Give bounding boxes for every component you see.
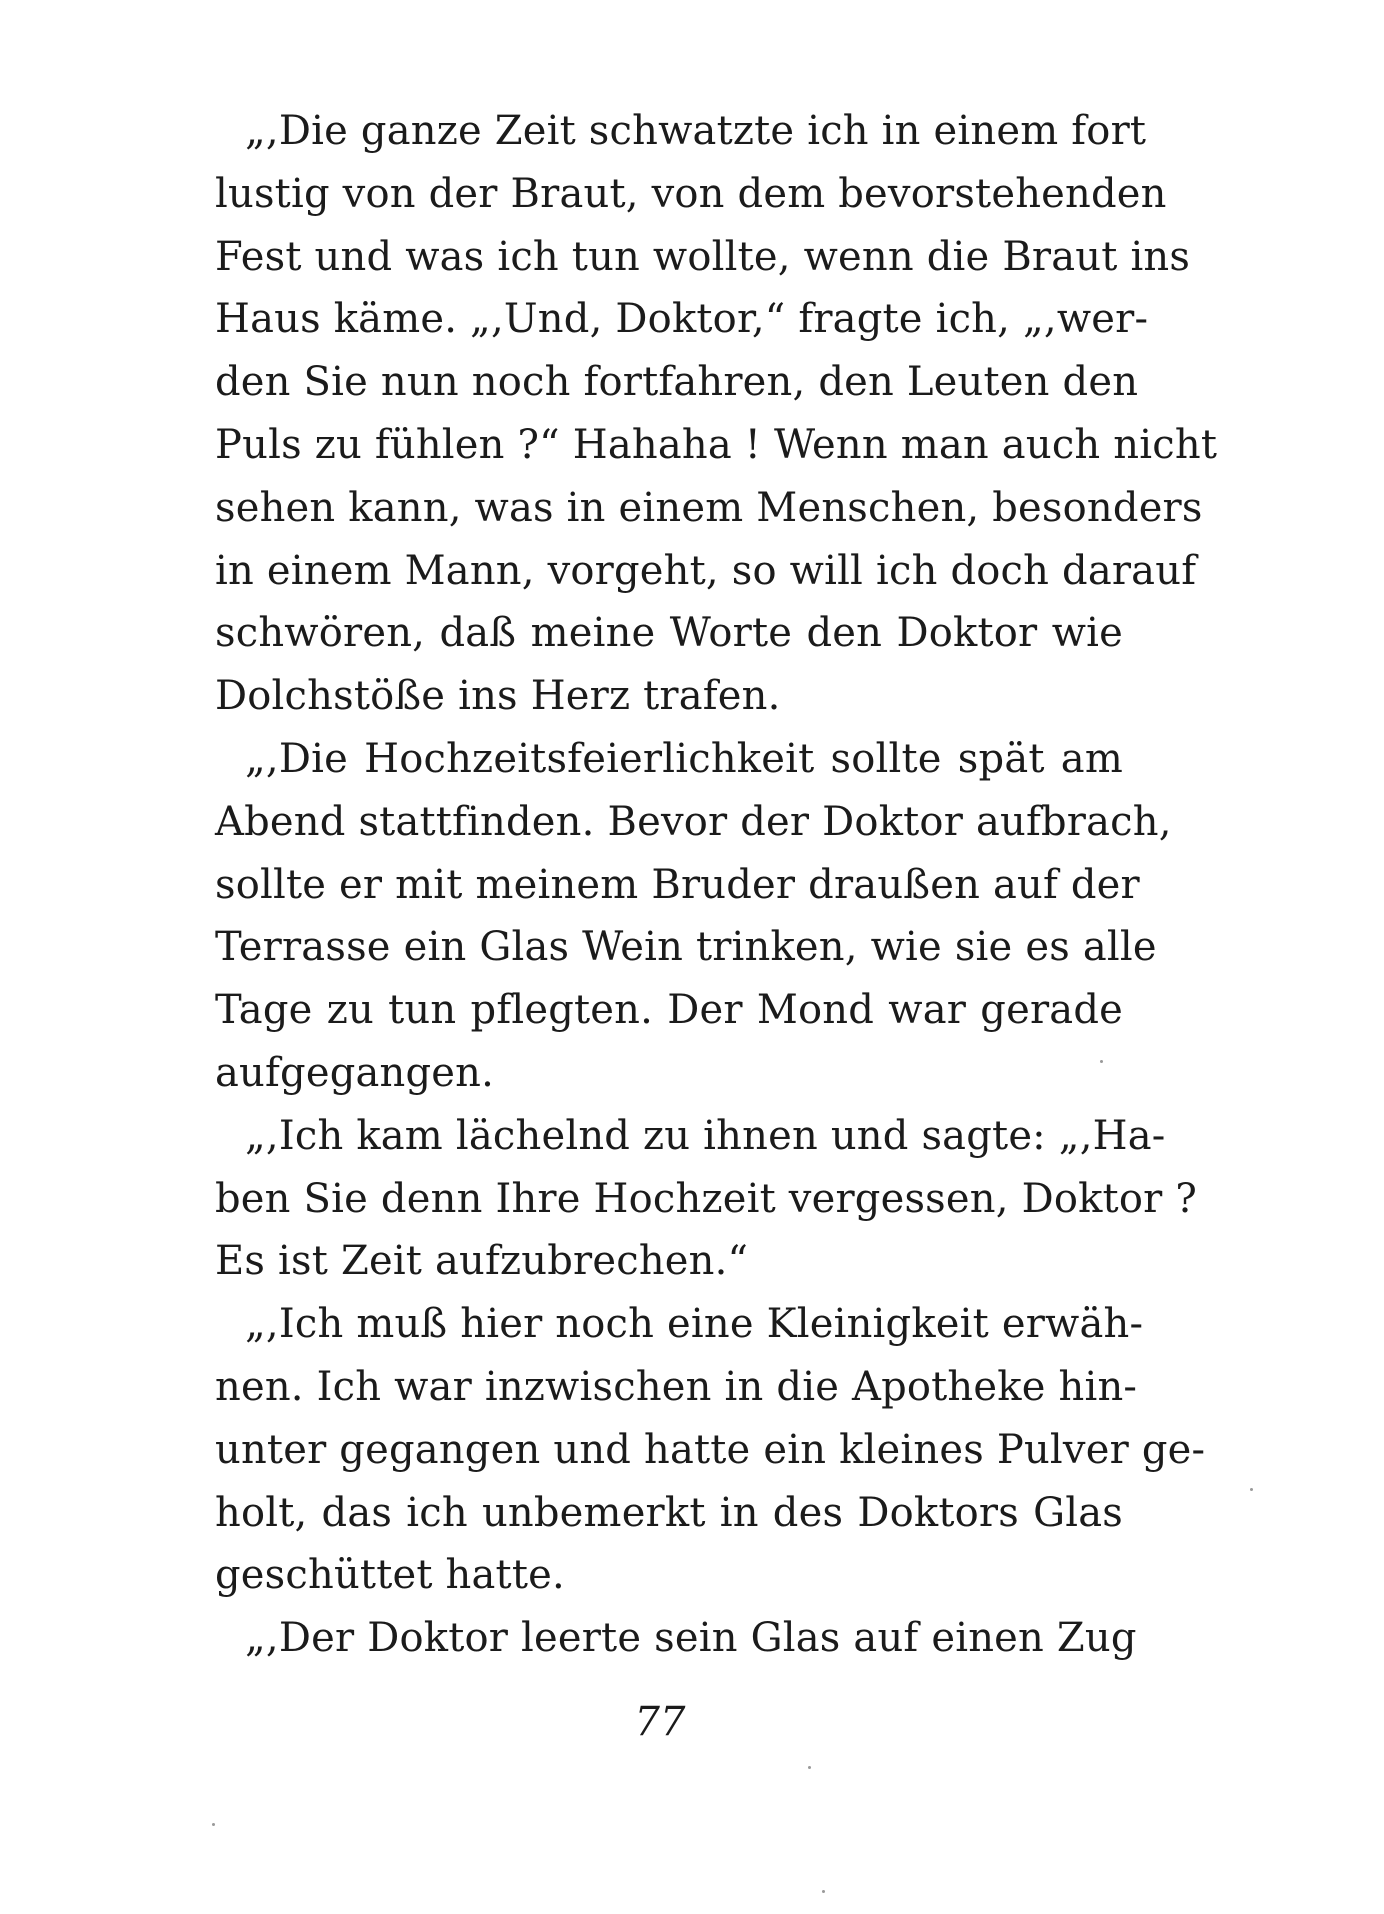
scan-speck [212,1823,215,1826]
scan-speck [822,1890,825,1893]
text-line: lustig von der Braut, von dem bevorstehenden [215,170,1167,217]
text-line: Haus käme. „,Und, Doktor,“ fragte ich, „,wer- [215,296,1149,343]
text-line: Puls zu fühlen ?“ Hahaha ! Wenn man auch nicht [215,421,1218,468]
text-line: aufgegangen. [215,1049,495,1096]
text-line: Fest und was ich tun wollte, wenn die Braut ins [215,233,1191,280]
text-line: „,Ich kam lächelnd zu ihnen und sagte: „,Ha- [245,1112,1166,1159]
text-line: holt, das ich unbemerkt in des Doktors Glas [215,1489,1123,1536]
page-number: 77 [634,1699,686,1745]
text-line: den Sie nun noch fortfahren, den Leuten den [215,359,1139,406]
text-line: geschüttet hatte. [215,1552,565,1599]
text-line: in einem Mann, vorgeht, so will ich doch darauf [215,547,1197,594]
body-text [215,100,1218,1670]
text-line: Es ist Zeit aufzubrechen.“ [215,1238,749,1285]
text-line: „,Die ganze Zeit schwatzte ich in einem fort [245,108,1147,154]
text-line: Terrasse ein Glas Wein trinken, wie sie es alle [215,924,1157,971]
text-line: „,Die Hochzeitsfeierlichkeit sollte spät am [245,735,1123,782]
scan-speck [1250,1488,1253,1491]
text-line: Tage zu tun pflegten. Der Mond war gerade [215,987,1123,1034]
text-line: unter gegangen und hatte ein kleines Pulver ge- [215,1426,1206,1473]
text-line: „,Der Doktor leerte sein Glas auf einen Zug [245,1615,1137,1662]
text-line: sollte er mit meinem Bruder draußen auf der [215,861,1140,908]
text-line: Abend stattfinden. Bevor der Doktor aufbrach, [215,798,1172,845]
text-line: sehen kann, was in einem Menschen, besonders [215,484,1203,531]
scan-speck [1100,1060,1103,1063]
text-line: Dolchstöße ins Herz trafen. [215,673,781,720]
text-line: „,Ich muß hier noch eine Kleinigkeit erwäh- [245,1301,1144,1348]
scan-speck [808,1766,811,1769]
text-line: ben Sie denn Ihre Hochzeit vergessen, Doktor ? [215,1175,1197,1222]
text-line: nen. Ich war inzwischen in die Apotheke hin- [215,1363,1138,1410]
text-line: schwören, daß meine Worte den Doktor wie [215,610,1123,657]
